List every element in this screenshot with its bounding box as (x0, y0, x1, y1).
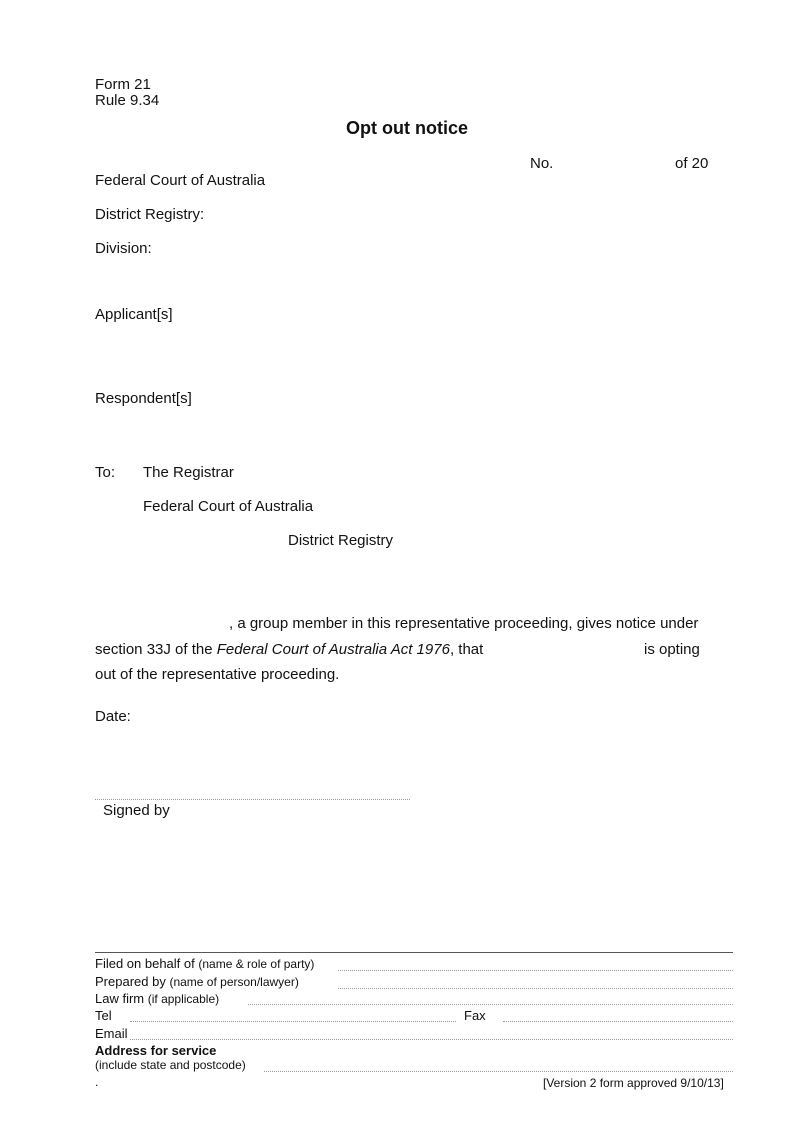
opting-out-name-input[interactable] (484, 641, 642, 659)
to-label: To: (95, 464, 116, 481)
respondent-name-input[interactable] (95, 370, 499, 388)
division-label: Division: (95, 240, 152, 257)
case-number-input[interactable] (560, 155, 669, 173)
respondents-label: Respondent[s] (95, 390, 192, 407)
body-line-2-suffix: , that (449, 641, 484, 658)
prepared-by-label (95, 974, 299, 989)
addressee-court-line: Federal Court of Australia (143, 498, 314, 515)
applicant-name-input[interactable] (95, 285, 499, 303)
case-year-label: of 20 (675, 155, 709, 172)
fax-label: Fax (464, 1008, 486, 1023)
case-year-input[interactable] (710, 155, 744, 173)
applicants-label: Applicant[s] (95, 306, 173, 323)
footer-divider (95, 952, 733, 953)
tel-line[interactable] (130, 1021, 456, 1022)
body-line-2-end: is opting (644, 641, 700, 658)
court-name: Federal Court of Australia (95, 172, 266, 189)
body-line-2 (95, 641, 483, 658)
district-registry-label: District Registry: (95, 206, 205, 223)
date-label: Date: (95, 708, 131, 725)
district-registry-input[interactable] (210, 206, 464, 224)
body-line-2-prefix: section 33J of the (95, 641, 217, 658)
page-title: Opt out notice (346, 118, 468, 138)
law-firm-note: (if applicable) (147, 992, 220, 1006)
rule-reference: Rule 9.34 (95, 92, 160, 109)
addressee-registry-input[interactable] (143, 532, 285, 550)
footer-dot: . (95, 1075, 99, 1089)
addressee-registry-label: District Registry (288, 532, 394, 549)
body-line-1: , a group member in this representative proceeding, gives notice under (229, 615, 699, 632)
address-note: (include state and postcode) (95, 1058, 246, 1072)
prepared-by-note: (name of person/lawyer) (169, 975, 299, 989)
tel-label: Tel (95, 1008, 112, 1023)
form-number: Form 21 (95, 76, 151, 93)
filed-on-behalf-note: (name & role of party) (198, 957, 315, 971)
filed-on-behalf-line[interactable] (338, 970, 733, 971)
body-line-3: out of the representative proceeding. (95, 666, 340, 683)
filed-on-behalf-label (95, 956, 314, 971)
signed-by-label: Signed by (103, 802, 170, 819)
address-line[interactable] (264, 1071, 733, 1072)
division-input[interactable] (160, 240, 414, 258)
registrar-line: The Registrar (143, 464, 234, 481)
version-note: [Version 2 form approved 9/10/13] (543, 1076, 724, 1090)
law-firm-line[interactable] (248, 1004, 733, 1005)
case-no-label: No. (530, 155, 554, 172)
law-firm-text: Law firm (95, 991, 145, 1006)
law-firm-label (95, 991, 219, 1006)
group-member-name-input[interactable] (95, 615, 231, 633)
date-input[interactable] (140, 708, 344, 726)
email-line[interactable] (130, 1039, 733, 1040)
prepared-by-line[interactable] (338, 988, 733, 989)
fax-line[interactable] (503, 1021, 733, 1022)
filed-on-behalf-text: Filed on behalf of (95, 956, 195, 971)
email-label: Email (95, 1026, 128, 1041)
act-name: Federal Court of Australia Act 1976 (216, 641, 450, 658)
signature-line[interactable] (95, 799, 410, 800)
prepared-by-text: Prepared by (95, 974, 166, 989)
address-for-service-label: Address for service (95, 1043, 217, 1058)
